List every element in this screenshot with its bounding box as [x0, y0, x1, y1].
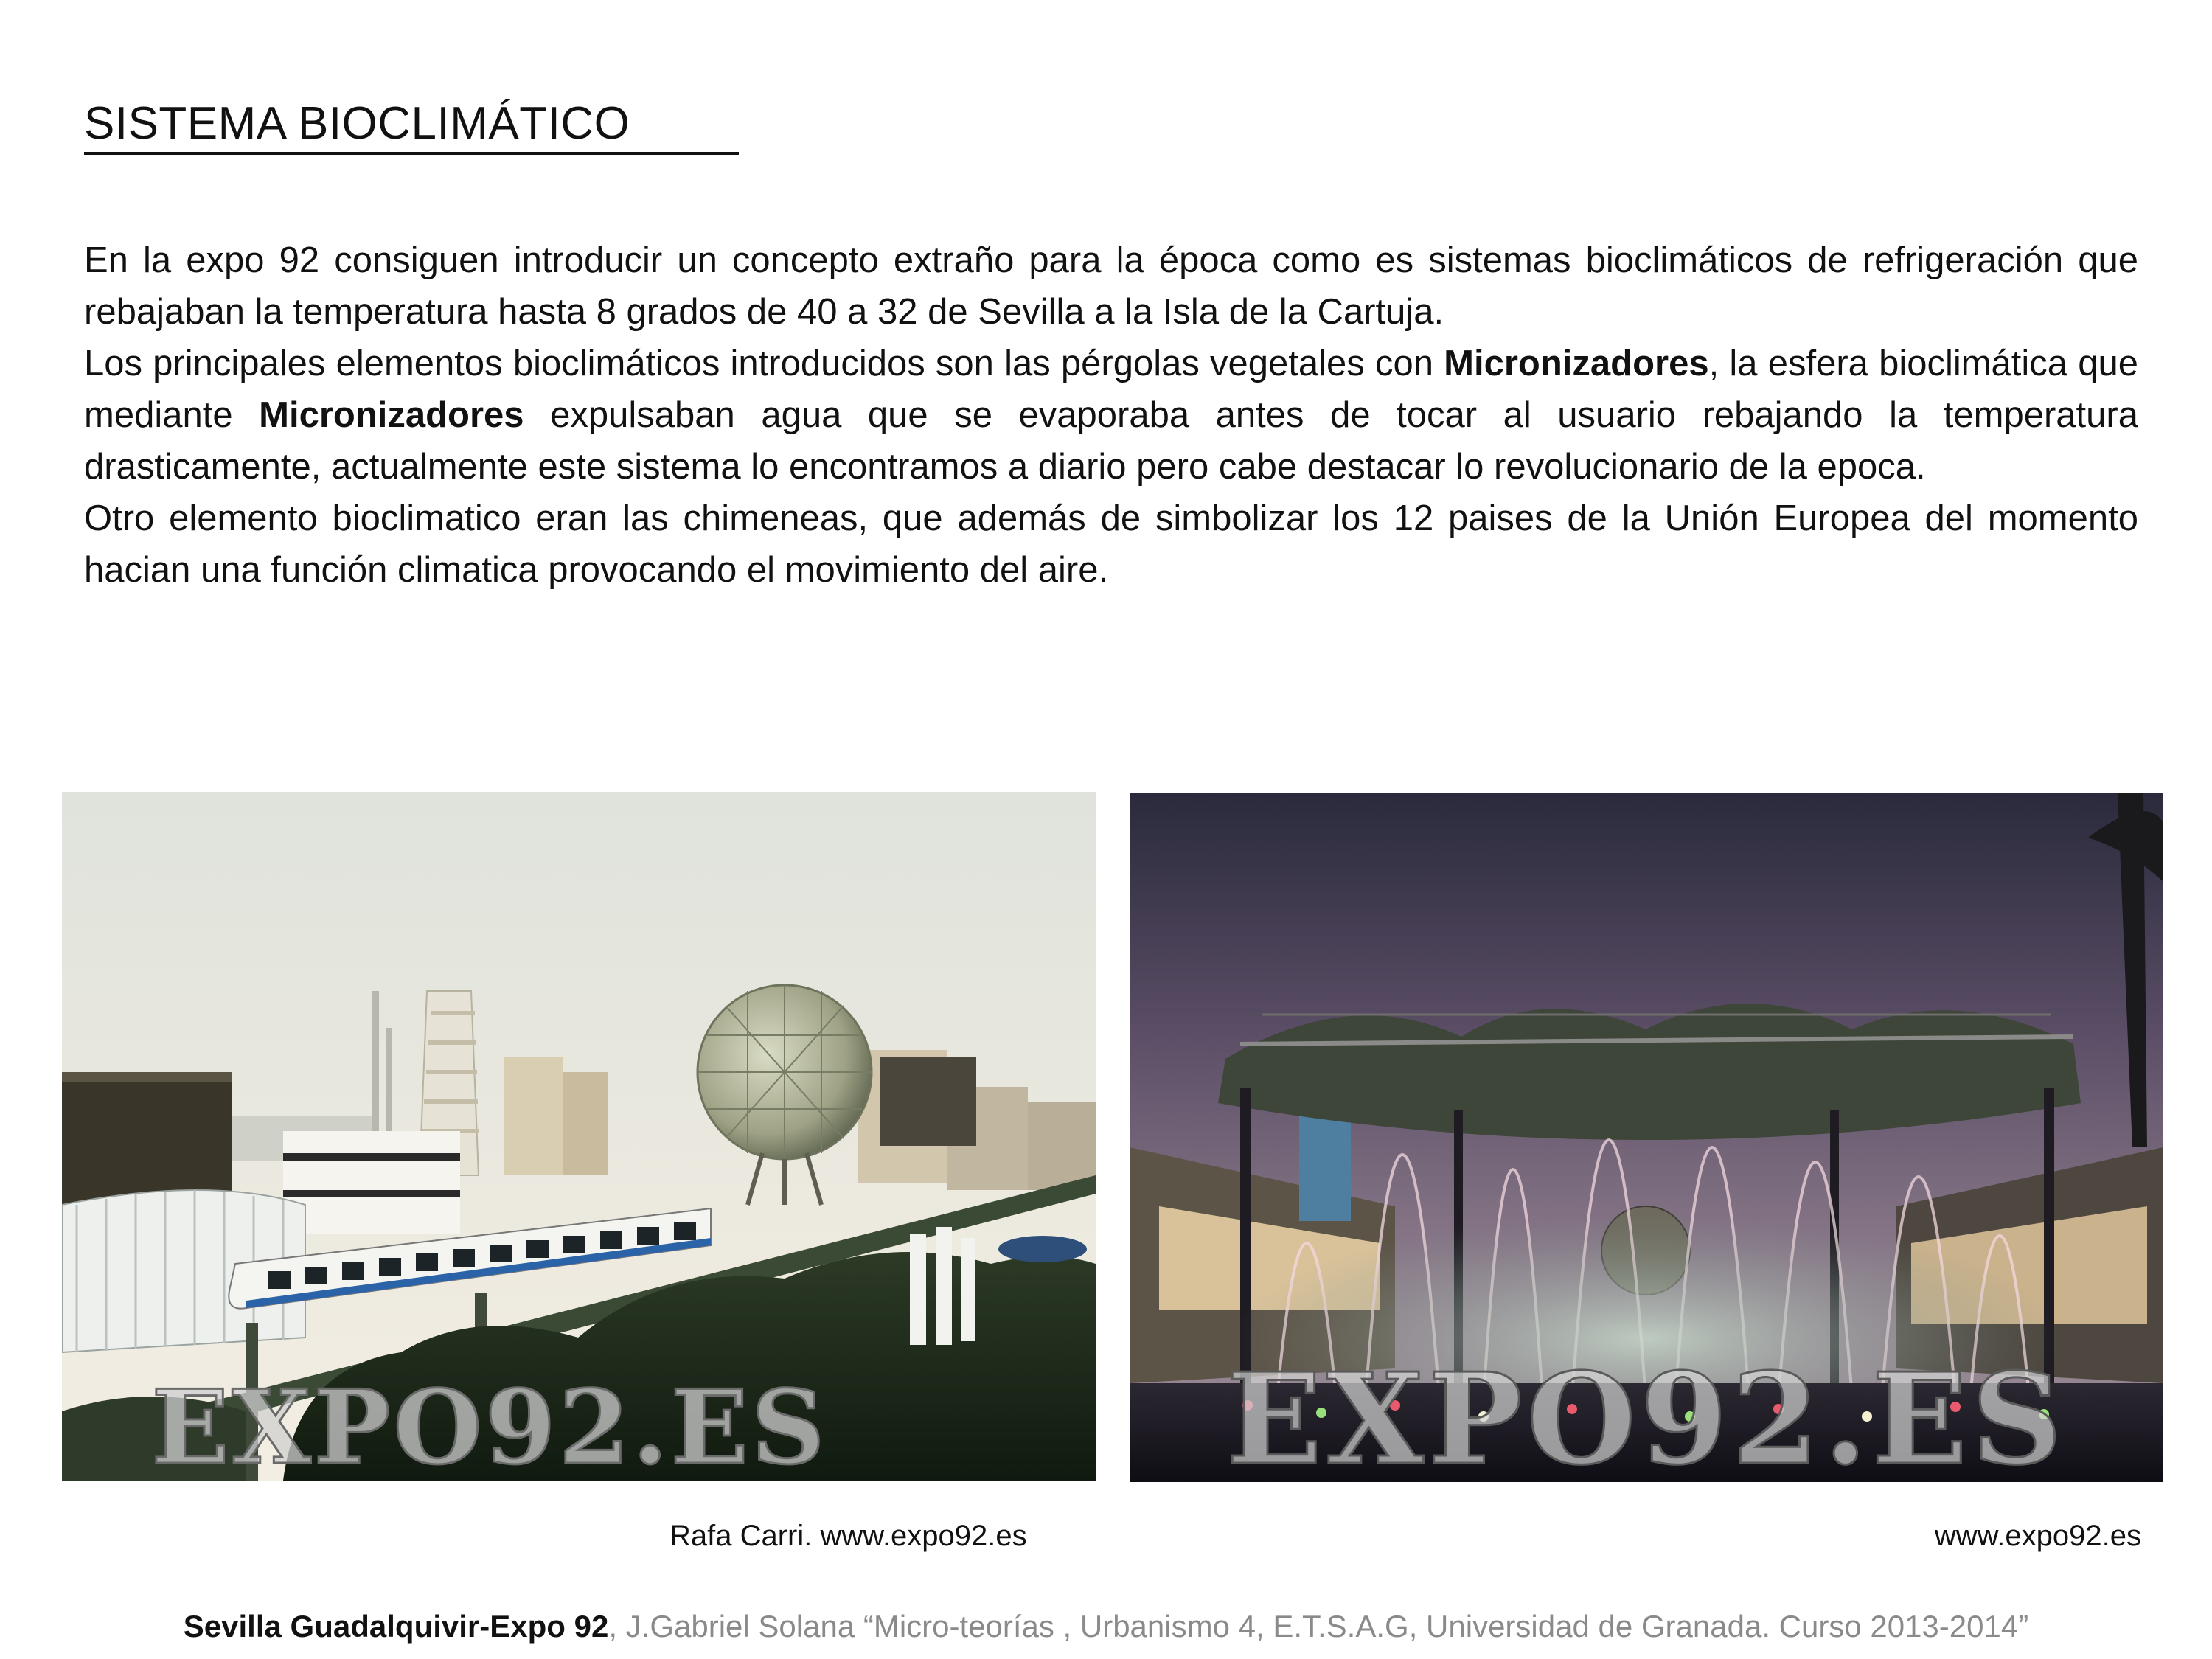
paragraph-2-part-3: expulsaban agua que se evaporaba antes de tocar al usuario rebajando la temperatura drasticamente, actualmente este sistema lo encontramos a diario pero cabe destacar lo revolucionario de la epoca.	[84, 395, 2138, 487]
micronizadores-bold-1: Micronizadores	[1444, 344, 1709, 383]
footer-bold-title: Sevilla Guadalquivir-Expo 92	[183, 1609, 609, 1644]
photo-pergola-fountains-image	[1130, 793, 2163, 1482]
paragraph-3: Otro elemento bioclimatico eran las chimeneas, que además de simbolizar los 12 paises de la Unión Europea del momento hacian una función climatica provocando el movimiento del aire.	[84, 498, 2138, 590]
caption-left-photo: Rafa Carri. www.expo92.es	[669, 1520, 1027, 1552]
footer-credits	[0, 1607, 2212, 1646]
paragraph-1: En la expo 92 consiguen introducir un concepto extraño para la época como es sistemas bioclimáticos de refrigeración que rebajaban la temperatura hasta 8 grados de 40 a 32 de Sevilla a la Isla de la Cartuja.	[84, 240, 2138, 332]
paragraph-2	[84, 338, 2138, 493]
paragraph-2-part-1: Los principales elementos bioclimáticos introducidos son las pérgolas vegetales con	[84, 344, 1444, 383]
photo-monorail-sphere	[62, 792, 1096, 1481]
photo-monorail-sphere-image	[62, 792, 1096, 1481]
caption-right-photo: www.expo92.es	[1934, 1520, 2141, 1552]
body-text	[84, 234, 2138, 596]
paragraph-2-part-2: , la esfera bioclimática que mediante	[84, 344, 2138, 435]
photo-pergola-fountains	[1130, 793, 2163, 1482]
page-title-text: SISTEMA BIOCLIMÁTICO	[84, 98, 630, 149]
title-underline	[84, 152, 739, 155]
page-title	[84, 94, 630, 153]
micronizadores-bold-2: Micronizadores	[259, 395, 524, 435]
footer-rest: , J.Gabriel Solana “Micro-teorías , Urbanismo 4, E.T.S.A.G, Universidad de Granada. Curso 2013-2014”	[608, 1609, 2029, 1644]
watermark-left: EXPO92.ES	[151, 1367, 828, 1481]
watermark-right: EXPO92.ES	[1226, 1346, 2067, 1482]
